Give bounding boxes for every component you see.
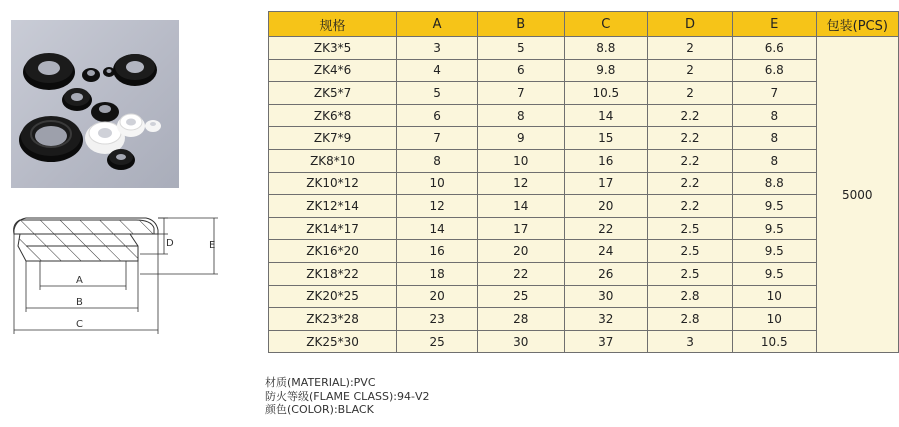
- table-row: [269, 82, 899, 105]
- table-cell: ZK20*25: [269, 285, 397, 308]
- table-cell: 6.6: [732, 37, 816, 60]
- table-row: [269, 104, 899, 127]
- table-cell: 8: [397, 149, 478, 172]
- table-cell: 2: [648, 37, 733, 60]
- table-row: [269, 330, 899, 353]
- table-cell: 5: [478, 37, 564, 60]
- table-cell: 9.5: [732, 217, 816, 240]
- table-cell: ZK14*17: [269, 217, 397, 240]
- table-cell: 2.5: [648, 217, 733, 240]
- table-cell: 9.8: [564, 59, 648, 82]
- product-photo: [11, 20, 179, 188]
- table-row: [269, 172, 899, 195]
- table-cell: ZK4*6: [269, 59, 397, 82]
- header-spec: 规格: [269, 12, 397, 37]
- grommet-dimension-drawing: [6, 206, 246, 336]
- table-cell: 8: [732, 149, 816, 172]
- table-cell: 2: [648, 59, 733, 82]
- label-b: B: [76, 297, 83, 308]
- table-cell: ZK7*9: [269, 127, 397, 150]
- note-material: 材质(MATERIAL):PVC: [265, 376, 376, 389]
- table-cell: 7: [732, 82, 816, 105]
- table-cell: 6.8: [732, 59, 816, 82]
- table-cell: 7: [397, 127, 478, 150]
- table-cell: 8: [732, 127, 816, 150]
- table-cell: ZK3*5: [269, 37, 397, 60]
- table-cell: 2.8: [648, 285, 733, 308]
- table-cell: 10.5: [732, 330, 816, 353]
- table-cell: 10: [732, 285, 816, 308]
- table-cell: 20: [564, 195, 648, 218]
- table-cell: 22: [478, 262, 564, 285]
- table-cell: 14: [478, 195, 564, 218]
- table-cell: 25: [397, 330, 478, 353]
- table-cell: 2.2: [648, 172, 733, 195]
- table-cell: 2.2: [648, 195, 733, 218]
- table-row: [269, 195, 899, 218]
- table-cell: 23: [397, 308, 478, 331]
- label-d: D: [166, 238, 174, 249]
- header-a: A: [397, 12, 478, 37]
- table-cell: ZK8*10: [269, 149, 397, 172]
- table-cell: ZK5*7: [269, 82, 397, 105]
- table-cell: 22: [564, 217, 648, 240]
- table-cell: ZK10*12: [269, 172, 397, 195]
- table-cell: 9.5: [732, 240, 816, 263]
- table-cell: 6: [397, 104, 478, 127]
- table-cell: 15: [564, 127, 648, 150]
- header-package: 包装(PCS): [816, 12, 898, 37]
- label-c: C: [76, 319, 83, 330]
- table-row: [269, 37, 899, 60]
- table-cell: 2.5: [648, 240, 733, 263]
- spec-table: [268, 11, 899, 353]
- header-d: D: [648, 12, 733, 37]
- table-cell: 2: [648, 82, 733, 105]
- table-cell: 2.2: [648, 149, 733, 172]
- table-cell: 2.8: [648, 308, 733, 331]
- table-cell: 8.8: [732, 172, 816, 195]
- table-cell: 18: [397, 262, 478, 285]
- table-cell: 17: [564, 172, 648, 195]
- table-cell: 37: [564, 330, 648, 353]
- table-cell: 2.5: [648, 262, 733, 285]
- table-cell: ZK16*20: [269, 240, 397, 263]
- table-row: [269, 285, 899, 308]
- table-cell: 8: [732, 104, 816, 127]
- table-cell: 12: [478, 172, 564, 195]
- table-cell: 17: [478, 217, 564, 240]
- table-cell: 25: [478, 285, 564, 308]
- note-color: 颜色(COLOR):BLACK: [265, 403, 374, 416]
- table-cell: 10: [397, 172, 478, 195]
- header-e: E: [732, 12, 816, 37]
- header-c: C: [564, 12, 648, 37]
- table-row: [269, 149, 899, 172]
- table-cell: 7: [478, 82, 564, 105]
- table-cell: 14: [564, 104, 648, 127]
- material-notes: [265, 376, 430, 417]
- table-cell: 3: [397, 37, 478, 60]
- package-qty-cell: 5000: [816, 37, 898, 353]
- table-cell: ZK18*22: [269, 262, 397, 285]
- table-cell: 32: [564, 308, 648, 331]
- table-cell: 5: [397, 82, 478, 105]
- label-a: A: [76, 275, 83, 286]
- table-cell: ZK12*14: [269, 195, 397, 218]
- table-cell: 28: [478, 308, 564, 331]
- table-row: [269, 308, 899, 331]
- grommet-illustration: [11, 20, 179, 188]
- table-cell: 10: [478, 149, 564, 172]
- table-cell: 2.2: [648, 104, 733, 127]
- header-b: B: [478, 12, 564, 37]
- table-row: [269, 127, 899, 150]
- table-cell: 6: [478, 59, 564, 82]
- table-cell: 20: [478, 240, 564, 263]
- table-cell: 9: [478, 127, 564, 150]
- note-flame-class: 防火等级(FLAME CLASS):94-V2: [265, 389, 430, 403]
- label-e: E: [209, 240, 216, 251]
- table-cell: 9.5: [732, 262, 816, 285]
- table-cell: ZK23*28: [269, 308, 397, 331]
- table-cell: 26: [564, 262, 648, 285]
- table-header-row: [269, 12, 899, 37]
- table-cell: 30: [564, 285, 648, 308]
- table-cell: 12: [397, 195, 478, 218]
- table-cell: 3: [648, 330, 733, 353]
- table-cell: 10: [732, 308, 816, 331]
- table-row: [269, 59, 899, 82]
- table-row: [269, 262, 899, 285]
- table-cell: 16: [564, 149, 648, 172]
- table-cell: 20: [397, 285, 478, 308]
- table-row: [269, 240, 899, 263]
- table-cell: ZK6*8: [269, 104, 397, 127]
- table-cell: 30: [478, 330, 564, 353]
- table-cell: ZK25*30: [269, 330, 397, 353]
- table-cell: 4: [397, 59, 478, 82]
- table-cell: 10.5: [564, 82, 648, 105]
- table-cell: 8.8: [564, 37, 648, 60]
- table-cell: 16: [397, 240, 478, 263]
- table-cell: 8: [478, 104, 564, 127]
- table-cell: 2.2: [648, 127, 733, 150]
- table-row: [269, 217, 899, 240]
- table-cell: 24: [564, 240, 648, 263]
- table-cell: 9.5: [732, 195, 816, 218]
- table-cell: 14: [397, 217, 478, 240]
